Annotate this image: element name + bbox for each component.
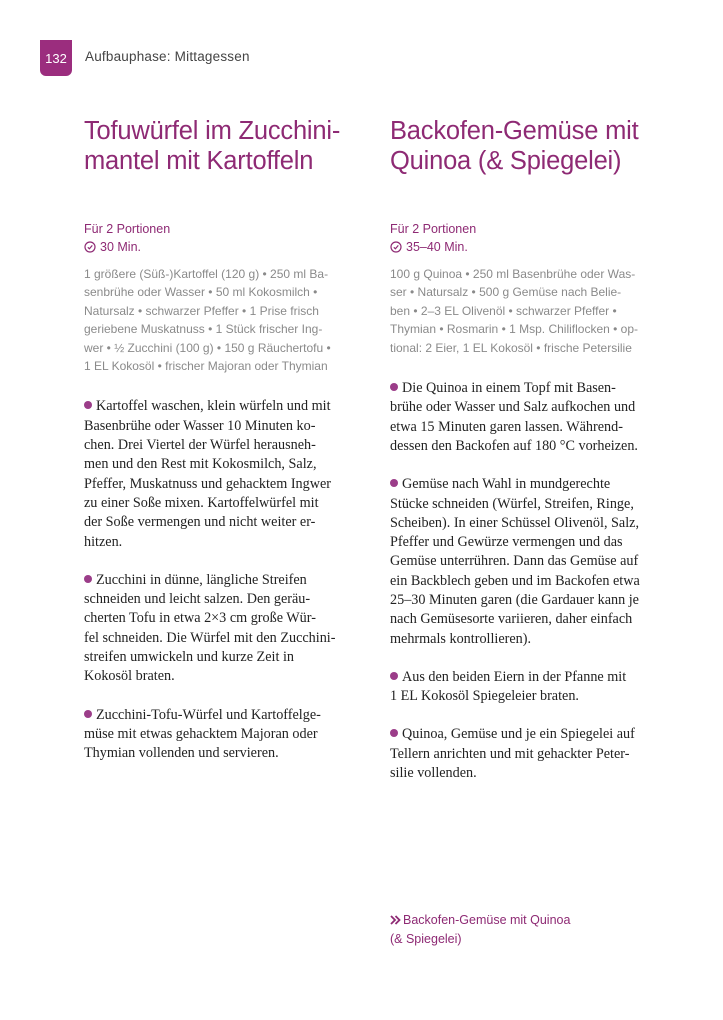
step-line: Tellern anrichten und mit gehackter Peter- [390,745,630,762]
step-line: Kokosöl braten. [84,668,175,685]
ingredient-line: Natursalz • schwarzer Pfeffer • 1 Prise frisch [84,303,319,318]
step-line: der Soße vermengen und nicht weiter er- [84,514,316,531]
step [390,668,655,707]
step-line: schneiden und leicht salzen. Den geräu- [84,591,311,608]
step [84,397,349,551]
step-line: nach Gemüsesorte variieren, daher einfach [390,611,633,628]
bullet-icon [390,479,398,487]
step-line: Scheiben). In einer Schüssel Olivenöl, Salz, [390,514,640,531]
page-number: 132 [45,50,67,66]
step-line: Pfeffer, Muskatnuss und gehacktem Ingwer [84,475,331,492]
step-line: Thymian vollenden und servieren. [84,745,279,762]
title-line: mantel mit Kartoffeln [84,147,314,175]
ingredient-line: Thymian • Rosmarin • 1 Msp. Chiliflocken • op- [390,322,639,337]
step [84,706,349,764]
step-line: Die Quinoa in einem Topf mit Basen- [390,379,655,398]
steps [390,379,655,783]
prep-time: 30 Min. [100,240,141,254]
time-row [84,238,349,256]
step-line: 25–30 Minuten garen (die Gardauer kann je [390,592,639,608]
recipe-tofu [84,116,349,782]
step-line: streifen umwickeln und kurze Zeit in [84,649,294,665]
ingredients [84,265,349,375]
double-chevron-right-icon [390,915,401,925]
clock-icon [84,241,96,253]
ingredient-line: geriebene Muskatnuss • 1 Stück frischer Ing- [84,322,323,337]
title-line: Quinoa (& Spiegelei) [390,147,622,175]
step-line: Kartoffel waschen, klein würfeln und mit [84,397,349,416]
step-line: zu einer Soße mixen. Kartoffelwürfel mit [84,494,319,511]
bullet-icon [84,710,92,718]
step-line: Zucchini-Tofu-Würfel und Kartoffelge- [84,706,349,725]
step [84,571,349,687]
title-line: Backofen-Gemüse mit [390,117,639,145]
step [390,379,655,456]
step-line: chen. Drei Viertel der Würfel herausneh- [84,437,316,454]
step-line: hitzen. [84,533,123,550]
recipe-title [390,116,655,204]
title-line: Tofuwürfel im Zucchini- [84,117,341,145]
crossref-link[interactable] [390,911,570,949]
step-line: cherten Tofu in etwa 2×3 cm große Wür- [84,610,316,627]
step-line: Basenbrühe oder Wasser 10 Minuten ko- [84,417,316,434]
step-line: Quinoa, Gemüse und je ein Spiegelei auf [390,725,655,744]
crossref-line: Backofen-Gemüse mit Quinoa [390,911,570,930]
steps [84,397,349,763]
portions: Für 2 Portionen [84,222,171,236]
step [390,725,655,783]
page-number-badge [40,40,72,76]
ingredient-line: ben • 2–3 EL Olivenöl • schwarzer Pfeffer • [390,303,617,318]
crossref-line: (& Spiegelei) [390,932,462,946]
step-line: müse mit etwas gehacktem Majoran oder [84,725,318,742]
step-line: fel schneiden. Die Würfel mit den Zucchini- [84,629,336,646]
step-line: ein Backblech geben und im Backofen etwa [390,572,640,589]
bullet-icon [84,401,92,409]
step-line: Zucchini in dünne, längliche Streifen [84,571,349,590]
step-line: dessen den Backofen auf 180 °C vorheizen. [390,437,638,454]
recipe-title [84,116,349,204]
step-line: men und den Rest mit Kokosmilch, Salz, [84,456,317,473]
bullet-icon [390,672,398,680]
recipe-backofen-gemuese [390,116,655,802]
ingredient-line: tional: 2 Eier, 1 EL Kokosöl • frische Petersilie [390,340,632,355]
ingredient-line: ser • Natursalz • 500 g Gemüse nach Belie- [390,285,622,300]
step-line: brühe oder Wasser und Salz aufkochen und [390,399,636,416]
recipe-meta [390,220,655,256]
step-line: Gemüse nach Wahl in mundgerechte [390,475,655,494]
bullet-icon [84,575,92,583]
step-line: 1 EL Kokosöl Spiegeleier braten. [390,688,579,705]
step-line: Aus den beiden Eiern in der Pfanne mit [390,668,655,687]
ingredient-line: 1 EL Kokosöl • frischer Majoran oder Thymian [84,359,328,374]
recipe-meta [84,220,349,256]
step-line: Stücke schneiden (Würfel, Streifen, Ringe, [390,495,634,512]
bullet-icon [390,383,398,391]
ingredient-line: 1 größere (Süß-)Kartoffel (120 g) • 250 ml Ba- [84,267,329,281]
bullet-icon [390,729,398,737]
step-line: Pfeffer und Gewürze vermengen und das [390,534,623,551]
ingredient-line: wer • ½ Zucchini (100 g) • 150 g Räuchertofu • [84,340,331,355]
time-row [390,238,655,256]
portions: Für 2 Portionen [390,222,477,236]
ingredients [390,265,655,357]
step-line: mehrmals kontrollieren). [390,630,532,647]
step [390,475,655,649]
prep-time: 35–40 Min. [406,240,468,254]
ingredient-line: 100 g Quinoa • 250 ml Basenbrühe oder Was- [390,267,636,281]
step-line: Gemüse unterrühren. Dann das Gemüse auf [390,553,639,570]
step-line: etwa 15 Minuten garen lassen. Während- [390,418,623,435]
running-head: Aufbauphase: Mittagessen [85,49,250,64]
ingredient-line: senbrühe oder Wasser • 50 ml Kokosmilch • [84,285,318,300]
clock-icon [390,241,402,253]
step-line: silie vollenden. [390,765,477,782]
